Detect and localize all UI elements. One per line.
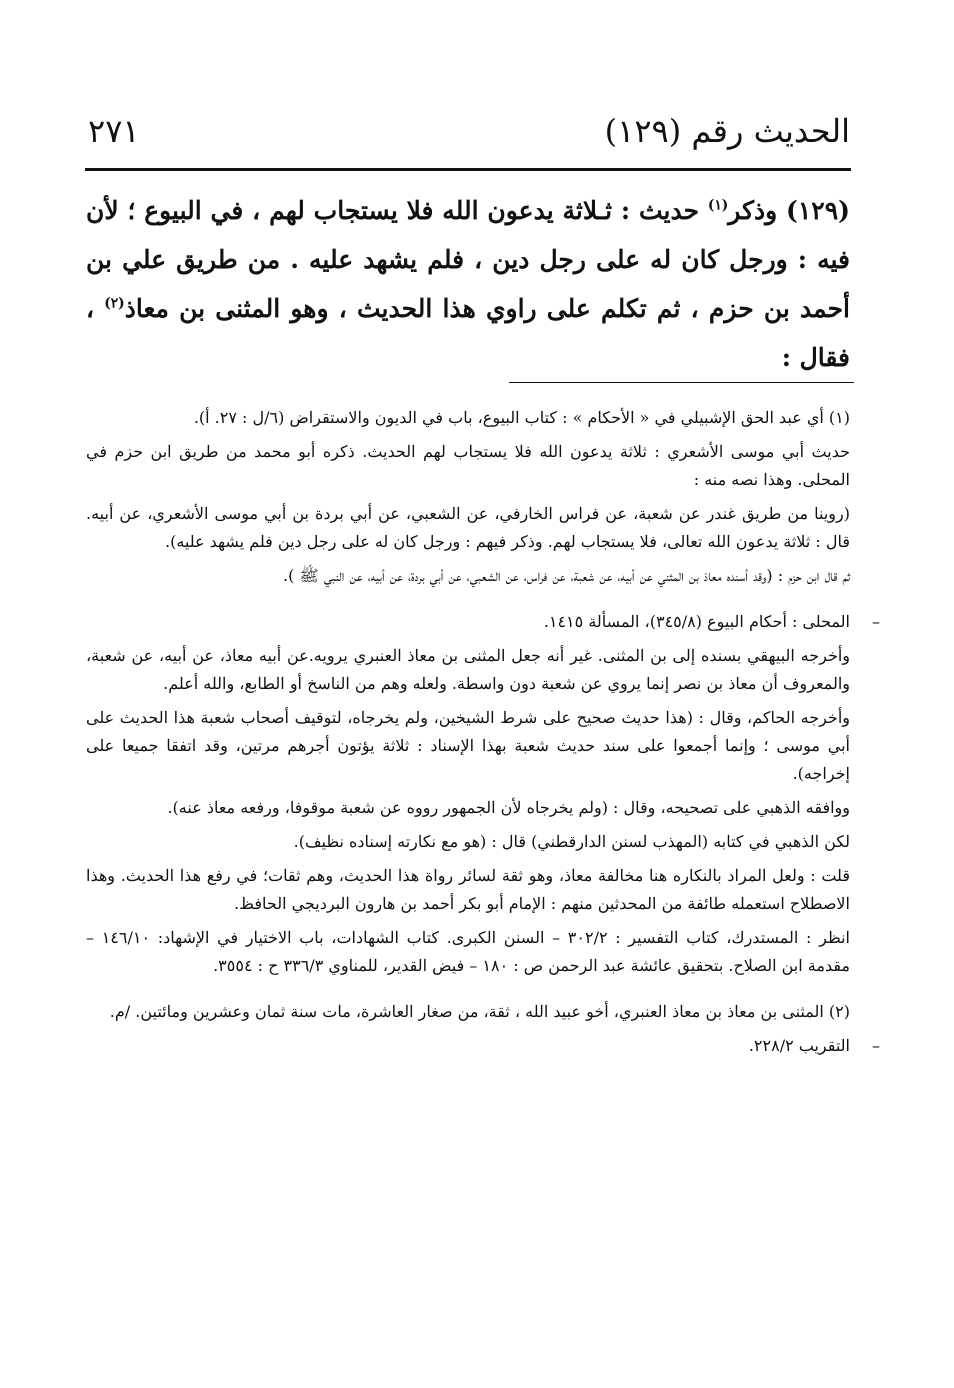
footnotes-section (86, 404, 880, 1066)
footnote-1-comment: قلت : ولعل المراد بالنكاره هنا مخالفة معاذ، وهو ثقة لسائر رواة هذا الحديث، وهم ثقات؛ في رفع هذا الحديث. وهذا الاصطلاح استعمله طائفة من المحدثين منهم : الإمام أبو بكر أحمد بن هارون البرديجي الحافظ. (86, 866, 850, 913)
header-divider (85, 168, 851, 171)
footnote-1-references: انظر : المستدرك، كتاب التفسير : ٣٠٢/٢ – السنن الكبرى. كتاب الشهادات، باب الاختيار في الإشهاد: ١٤٦/١٠ – مقدمة ابن الصلاح. بتحقيق عائشة عبد الرحمن ص : ١٨٠ – فيض القدير، للمناوي ٣٣٦/٣ ح : ٣٥٥٤. (86, 928, 850, 975)
dash-marker: – (872, 1036, 880, 1055)
footnote-2-taqrib (86, 1032, 880, 1060)
footnote-ref-1[interactable]: (١) (707, 197, 729, 214)
main-text-start: (١٢٩) وذكر (728, 196, 851, 225)
footnote-2-taqrib-text: التقريب ٢٢٨/٢. (748, 1036, 850, 1055)
main-text-end: ، فقال : (86, 294, 850, 372)
running-header-title: الحديث رقم (١٢٩) (604, 112, 850, 150)
footnote-divider (509, 382, 854, 383)
footnote-1-muhalla (86, 608, 880, 636)
footnote-1-dhahabi: ووافقه الذهبي على تصحيحه، وقال : (ولم يخرجاه لأن الجمهور رووه عن شعبة موقوفا، ورفعه معاذ عنه). (167, 798, 850, 817)
page-number: ٢٧١ (88, 112, 140, 150)
footnote-1-muhalla-text: المحلى : أحكام البيوع (٣٤٥/٨)، المسألة ١٤١٥. (543, 612, 850, 631)
dash-marker: – (872, 612, 880, 631)
main-text-body: حديث : ثـلاثة يدعون الله فلا يستجاب لهم ، في البيوع ؛ لأن فيه : ورجل كان له على رجل دين ، فلم يشهد عليه . من طريق علي بن أحمد بن حزم ، ثم تكلم على راوي هذا الحديث ، وهو المثنى بن معاذ (86, 196, 850, 323)
footnote-1-hadith-intro: حديث أبي موسى الأشعري : ثلاثة يدعون الله فلا يستجاب لهم الحديث. ذكره أبو محمد من طريق ابن حزم في المحلى. وهذا نصه منه : (86, 442, 850, 489)
footnote-1-hakim: وأخرجه الحاكم، وقال : (هذا حديث صحيح على شرط الشيخين، ولم يخرجاه، لتوقيف أصحاب شعبة هذا الحديث على أبي موسى ؛ وإنما أجمعوا على سند حديث شعبة بهذا الإسناد : ثلاثة يؤتون أجرهم مرتين، وقد اتفقا جميعا على إخراجه). (86, 708, 850, 783)
footnote-1-citation: (١) أي عبد الحق الإشبيلي في « الأحكام » : كتاب البيوع، باب في الديون والاستقراض (٦/ل : ٢٧. أ). (193, 408, 850, 427)
footnote-1-dhahabi-muhadhdhab: لكن الذهبي في كتابه (المهذب لسنن الدارقطني) قال : (هو مع نكارته إسناده نظيف). (293, 832, 850, 851)
main-paragraph (86, 186, 850, 382)
footnote-ref-2[interactable]: (٢) (104, 295, 125, 312)
footnote-1-bayhaqi: وأخرجه البيهقي بسنده إلى بن المثنى. غير أنه جعل المثنى بن معاذ العنبري يرويه.عن أبيه معاذ، عن أبيه، عن شعبة، والمعروف أن معاذ بن نصر إنما يروي عن شعبة دون واسطة. ولعله وهم من الناسخ أو الطابع، والله أعلم. (86, 646, 850, 693)
footnote-1-ibn-hazm: ثم قال ابن حزم : (وقد أسنده معاذ بن المثني عن أبيه، عن شعبة، عن فراس، عن الشعبي، عن أبي بردة، عن أبيه، عن النبي ﷺ ). (282, 566, 850, 585)
footnote-1-quote: (روينا من طريق غندر عن شعبة، عن فراس الخارفي، عن الشعبي، عن أبي بردة بن أبي موسى الأشعري، عن أبيه. قال : ثلاثة يدعون الله تعالى، فلا يستجاب لهم. وذكر فيهم : ورجل كان له على رجل دين فلم يشهد عليه). (86, 504, 850, 551)
footnote-2-text: (٢) المثنى بن معاذ بن معاذ العنبري، أخو عبيد الله ، ثقة، من صغار العاشرة، مات سنة ثمان وعشرين ومائتين. /م. (109, 1002, 850, 1021)
